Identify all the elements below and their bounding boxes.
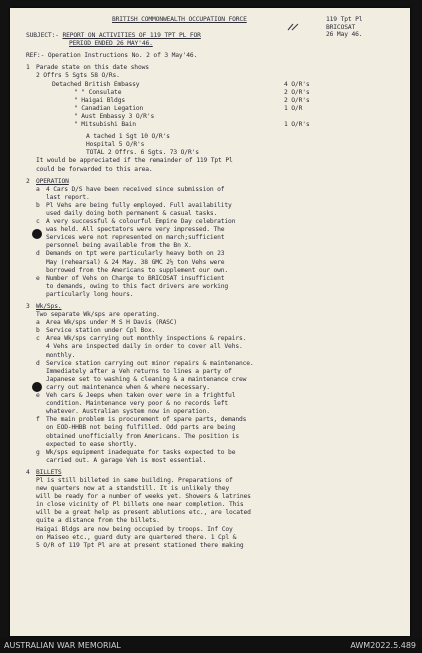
detachment-location: Detached British Embassy — [52, 80, 140, 88]
list-item-line — [26, 327, 410, 335]
paragraph-line: will be ready for a number of weeks yet. Showers & latrines — [36, 493, 251, 501]
item-text: on EOD-HHBB not being fulfilled. Odd parts are being — [46, 424, 236, 432]
item-text: Service station under Cpl Box. — [46, 327, 156, 335]
detachment-location: " Aust Embassy 3 O/R's — [74, 112, 155, 120]
paragraph-line: on Maiseo etc., guard duty are quartered there. 1 Cpl & — [36, 533, 237, 541]
detachment-row — [26, 113, 410, 121]
item-text: 4 Cars D/S have been received since submission of — [46, 185, 225, 193]
list-item-line — [26, 343, 410, 351]
request-line: could be forwarded to this area. — [36, 165, 153, 173]
item-marker: f — [36, 416, 40, 424]
detachment-location: " " Consulate — [74, 88, 122, 96]
item-text: whatever. Australian system now in operation. — [46, 408, 210, 416]
item-marker: e — [36, 392, 40, 400]
subject-line-1 — [26, 32, 410, 40]
item-text: personnel being available from the Bn X. — [46, 242, 192, 250]
item-marker: c — [36, 335, 40, 343]
list-item-line — [26, 400, 410, 408]
paragraph-line: quite a distance from the billets. — [36, 517, 160, 525]
strength-line: 2 Offrs 5 Sgts 58 O/Rs. — [36, 72, 120, 80]
list-item-line — [26, 218, 410, 226]
section-parade-state — [26, 64, 410, 173]
item-text: borrowed from the Americans to supplement our own. — [46, 266, 229, 274]
detachment-row — [26, 97, 410, 105]
list-item-line — [26, 194, 410, 202]
paragraph-line: new quarters now at a standstill. It is unlikely they — [36, 485, 229, 493]
archive-reference: AWM2022.5.489 — [350, 641, 416, 650]
section-workshops — [26, 303, 410, 465]
archive-name: AUSTRALIAN WAR MEMORIAL — [4, 641, 121, 650]
section-title: Wk/Sps. — [36, 303, 62, 310]
list-item-line — [26, 250, 410, 258]
item-text: particularly long hours. — [46, 290, 134, 298]
item-text: last report. — [46, 193, 90, 201]
section-operation — [26, 178, 410, 299]
detachment-row — [26, 105, 410, 113]
unit-place: BRICOSAT — [326, 23, 356, 31]
item-text: Area Wk/sps under M S H Davis (RASC) — [46, 319, 178, 327]
list-item-line — [26, 368, 410, 376]
section-billets — [26, 469, 410, 550]
intro-line: Two separate Wk/sps are operating. — [36, 311, 160, 319]
section-heading — [26, 303, 410, 311]
item-text: Japanese set to washing & cleaning & a maintenance crew — [46, 375, 247, 383]
item-marker: a — [36, 185, 40, 193]
item-text: The main problem is procurement of spare parts, demands — [46, 416, 247, 424]
item-marker: b — [36, 327, 40, 335]
detachment-count: 2 O/R's — [284, 88, 310, 96]
list-item-line — [26, 291, 410, 299]
section-number: 3 — [26, 303, 30, 310]
total-line: TOTAL 2 Offrs. 6 Sgts. 73 O/R's — [86, 149, 199, 157]
item-text: Demands on tpt were particularly heavy both on 23 — [46, 250, 225, 258]
section-number: 1 — [26, 64, 30, 72]
item-text: monthly. — [46, 351, 76, 359]
detachment-count: 4 O/R's — [284, 80, 310, 88]
list-item-line — [26, 384, 410, 392]
detachment-row — [26, 121, 410, 129]
item-marker: d — [36, 359, 40, 367]
detachment-location: " Haigai Bldgs — [74, 96, 125, 104]
item-marker: b — [36, 201, 40, 209]
list-item-line — [26, 267, 410, 275]
org-heading: BRITISH COMMONWEALTH OCCUPATION FORCE — [112, 16, 247, 23]
list-item-line — [26, 424, 410, 432]
item-text: obtained unofficially from Americans. The position is — [46, 432, 239, 440]
list-item-line — [26, 226, 410, 234]
list-item-line — [26, 186, 410, 194]
unit-name: 119 Tpt Pl — [326, 16, 363, 23]
hospital-line: Hospital 5 O/R's — [86, 141, 145, 149]
list-item-line — [26, 242, 410, 250]
detachment-row — [26, 81, 410, 89]
item-text: to demands, owing to this fact drivers are working — [46, 282, 229, 290]
item-text: May (rehearsal) & 24 May. 38 GMC 2½ ton Vehs were — [46, 258, 225, 266]
subject-text: REPORT ON ACTIVITIES OF 119 TPT PL FOR — [62, 32, 201, 40]
list-item-line — [26, 283, 410, 291]
list-item-line — [26, 360, 410, 368]
list-item-line — [26, 202, 410, 210]
section-number: 2 — [26, 177, 30, 185]
item-marker: d — [36, 250, 40, 258]
list-item-line — [26, 441, 410, 449]
subject-label: SUBJECT:- — [26, 32, 59, 40]
list-item-line — [26, 275, 410, 283]
list-item-line — [26, 408, 410, 416]
detachment-location: " Canadian Legation — [74, 104, 144, 112]
list-item-line — [26, 433, 410, 441]
list-item-line — [26, 234, 410, 242]
list-item-line — [26, 319, 410, 327]
list-item-line — [26, 352, 410, 360]
section-title: Parade state on this date shows — [36, 64, 149, 72]
section-number: 4 — [26, 468, 30, 476]
item-marker: e — [36, 274, 40, 282]
document-body — [26, 16, 410, 550]
detachment-count: 1 O/R's — [284, 121, 310, 129]
section-heading — [26, 64, 410, 72]
paragraph-line: 5 O/R of 119 Tpt Pl are at present stationed there making — [36, 541, 244, 549]
document-page — [10, 8, 410, 636]
paragraph-line: Pl is still billeted in same building. Preparations of — [36, 476, 233, 484]
item-text: Pl Vehs are being fully employed. Full availability — [46, 201, 232, 209]
item-text: Services were not represented on march;sufficient — [46, 234, 225, 242]
item-text: Area Wk/sps carrying out monthly inspections & repairs. — [46, 335, 247, 343]
list-item-line — [26, 259, 410, 267]
item-text: carry out maintenance when & where necessary. — [46, 383, 210, 391]
report-date: 26 May 46. — [326, 31, 363, 39]
item-text: A very successful & colourful Empire Day celebration — [46, 218, 236, 226]
item-text: was held. All spectators were very impressed. The — [46, 226, 225, 234]
list-item-line — [26, 392, 410, 400]
paragraph-line: will be a great help as present ablutions etc., are located — [36, 509, 251, 517]
section-heading — [26, 178, 410, 186]
request-line: It would be appreciated if the remainder of 119 Tpt Pl — [36, 157, 233, 165]
archive-footer — [0, 638, 422, 653]
detachment-count: 2 O/R's — [284, 96, 310, 104]
item-text: carried out. A garage Veh is most essential. — [46, 456, 207, 464]
detachment-location: " Mitsubishi Bain — [74, 121, 136, 129]
detachment-count: 1 O/R — [284, 104, 303, 112]
list-item-line — [26, 457, 410, 465]
item-text: used daily doing both permanent & casual tasks. — [46, 209, 218, 217]
section-title: OPERATION — [36, 177, 69, 185]
item-text: Immediately after a Veh returns to lines a party of — [46, 367, 232, 375]
list-item-line — [26, 376, 410, 384]
section-heading — [26, 469, 410, 477]
item-text: Wk/sps equipment inadequate for tasks expected to be — [46, 448, 236, 456]
list-item-line — [26, 449, 410, 457]
item-marker: c — [36, 218, 40, 226]
item-text: Service station carrying out minor repairs & maintenance. — [46, 359, 254, 367]
item-text: condition. Maintenance very poor & no records left — [46, 400, 229, 408]
item-text: Veh cars & Jeeps when taken over were in a frightful — [46, 392, 236, 400]
item-marker: g — [36, 448, 40, 456]
list-item-line — [26, 335, 410, 343]
attached-line: A tached 1 Sgt 10 O/R's — [86, 133, 170, 141]
detachment-row — [26, 89, 410, 97]
subject-line-2: PERIOD ENDED 26 MAY'46. — [69, 40, 153, 48]
item-text: expected to ease shortly. — [46, 440, 138, 448]
section-title: BILLETS — [36, 468, 62, 476]
list-item-line — [26, 210, 410, 218]
reference-line: REF:- Operation Instructions No. 2 of 3 May'46. — [26, 52, 198, 60]
paragraph-line: in close vicinity of Pl billets one near completion. This — [36, 501, 244, 509]
paragraph-line: Haigai Bldgs are now being occupied by troops. Inf Coy — [36, 525, 233, 533]
item-text: Number of Vehs on Charge to BRICOSAT insufficient — [46, 274, 225, 282]
list-item-line — [26, 416, 410, 424]
item-text: 4 Vehs are inspected daily in order to cover all Vehs. — [46, 343, 243, 351]
item-marker: a — [36, 319, 40, 327]
